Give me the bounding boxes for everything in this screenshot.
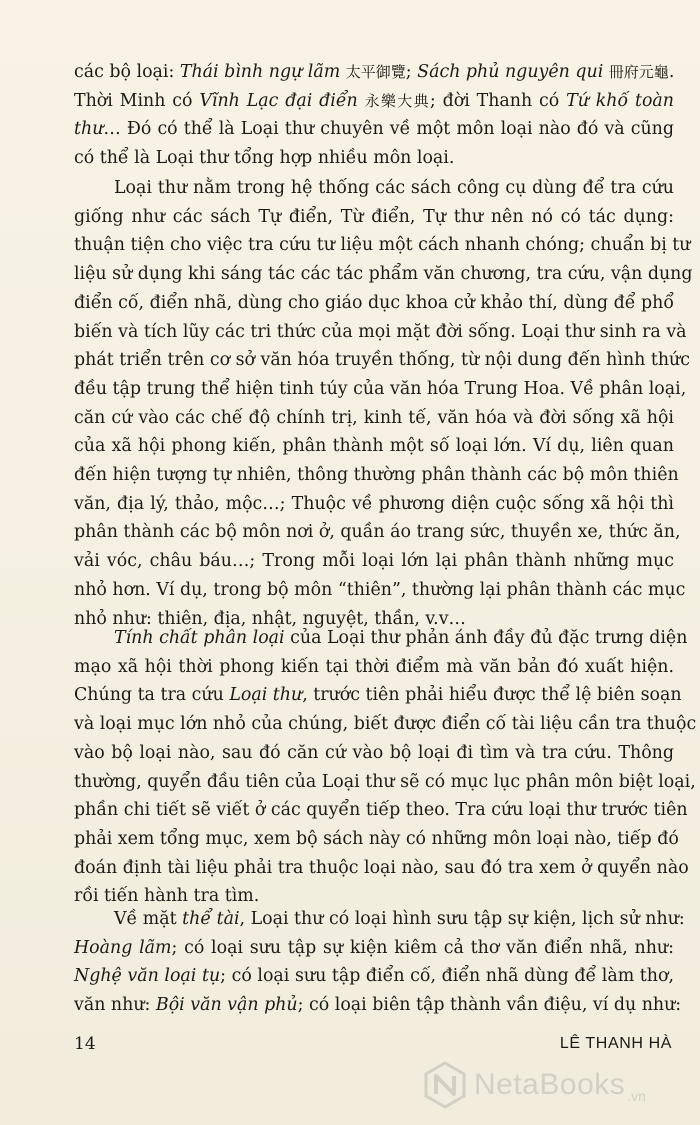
- book-title: thư: [74, 119, 104, 140]
- chinese-title: 冊府元龜: [608, 63, 669, 81]
- text-line: mạo xã hội thời phong kiến tại thời điểm mà văn bản đó xuất hiện.: [74, 656, 674, 677]
- text-line: điển cố, điển nhã, dùng cho giáo dục khoa cử khảo thí, dùng để phổ: [74, 292, 674, 313]
- text-run: văn như:: [74, 995, 156, 1016]
- text-line: thường, quyển đầu tiên của Loại thư sẽ có mục lục phân môn biệt loại,: [74, 771, 696, 792]
- text-line: vào bộ loại nào, sau đó căn cứ vào bộ loại đi tìm và tra cứu. Thông: [74, 742, 674, 763]
- text-run: ;: [405, 62, 418, 82]
- text-line: liệu sử dụng khi sáng tác các tác phẩm văn chương, tra cứu, vận dụng: [74, 264, 693, 285]
- text-line: nhỏ hơn. Ví dụ, trong bộ môn “thiên”, thường lại phân thành các mục: [74, 579, 686, 600]
- running-footer-author: LÊ THANH HÀ: [559, 1035, 672, 1052]
- text-line: [74, 681, 682, 710]
- text-line: căn cứ vào các chế độ chính trị, kinh tế, văn hóa và đời sống xã hội: [74, 407, 674, 428]
- text-line: đến hiện tượng tự nhiên, thông thường phân thành các bộ môn thiên: [74, 465, 679, 486]
- text-run: ; đời Thanh có: [429, 90, 567, 111]
- text-line: [74, 905, 685, 934]
- text-run: của Loại thư phản ánh đầy đủ đặc trưng diện: [284, 628, 688, 648]
- book-title: Vĩnh Lạc đại điển: [199, 90, 358, 111]
- text-line: đoán định tài liệu phải tra thuộc loại nào, sau đó tra xem ở quyển nào: [74, 857, 689, 878]
- watermark-brand: NetaBooks: [474, 1068, 626, 1101]
- text-run: ; có loại sưu tập sự kiện kiêm cả thơ văn điển nhã, như:: [171, 937, 674, 958]
- text-line: và loại mục lớn nhỏ của chúng, biết được điển cố tài liệu cần tra thuộc: [74, 714, 697, 735]
- text-line: vải vóc, châu báu…; Trong mỗi loại lớn lại phân thành những mục: [74, 551, 674, 572]
- text-line: giống như các sách Tự điển, Từ điển, Tự thư nên nó có tác dụng:: [74, 206, 674, 227]
- emphasis-term: Tính chất phân loại: [114, 628, 285, 648]
- book-title: Nghệ văn loại tụ: [74, 966, 221, 987]
- book-title: Sách phủ nguyên qui: [417, 62, 604, 82]
- paragraph: [74, 174, 693, 633]
- text-line: [74, 115, 674, 144]
- text-line: có thể là Loại thư tổng hợp nhiều môn loại.: [74, 148, 455, 169]
- text-line: [74, 991, 682, 1020]
- chinese-title: 太平御覽: [345, 63, 406, 81]
- text-run: Về mặt: [114, 909, 183, 929]
- text-line: biến và tích lũy các tri thức của mọi mặt đời sống. Loại thư sinh ra và: [74, 321, 687, 342]
- text-line: phát triển trên cơ sở văn hóa truyền thống, từ nội dung đến hình thức: [74, 350, 691, 371]
- watermark-suffix: .vn: [627, 1088, 646, 1104]
- text-run: , trước tiên phải hiểu được thể lệ biên soạn: [302, 685, 682, 706]
- text-run: , Loại thư có loại hình sưu tập sự kiện, lịch sử như:: [239, 909, 685, 929]
- text-line: phần chi tiết sẽ viết ở các quyển tiếp theo. Tra cứu loại thư trước tiên: [74, 800, 688, 821]
- text-run: ; có loại sưu tập điển cố, điển nhã dùng để làm thơ,: [220, 966, 674, 987]
- page-number: 14: [74, 1034, 96, 1054]
- text-line: [74, 87, 674, 116]
- text-line: của xã hội phong kiến, phân thành một số loại lớn. Ví dụ, liên quan: [74, 436, 674, 457]
- text-run: Chúng ta tra cứu: [74, 685, 230, 706]
- text-line: phải xem tổng mục, xem bộ sách này có những môn loại nào, tiếp đó: [74, 828, 679, 849]
- text-line: [74, 962, 674, 991]
- text-run: ; có loại biên tập thành vần điệu, ví dụ như:: [297, 995, 682, 1016]
- book-title: Tứ khố toàn: [566, 90, 674, 111]
- text-run: Thời Minh có: [74, 90, 200, 111]
- paragraph: [74, 905, 685, 1020]
- book-title: Thái bình ngự lãm: [179, 62, 341, 82]
- text-line: phân thành các bộ môn nơi ở, quần áo trang sức, thuyền xe, thức ăn,: [74, 522, 681, 543]
- chinese-title: 永樂大典: [364, 91, 430, 110]
- text-line: [74, 624, 688, 653]
- text-line: nhỏ như: thiên, địa, nhật, nguyệt, thần, v.v…: [74, 608, 466, 629]
- emphasis-term: Loại thư: [229, 685, 303, 706]
- watermark: [420, 1060, 646, 1110]
- paragraph: [74, 624, 697, 911]
- text-line: thuận tiện cho việc tra cứu tư liệu một cách nhanh chóng; chuẩn bị tư: [74, 235, 691, 256]
- text-line: rồi tiến hành tra tìm.: [74, 886, 260, 907]
- text-run: … Đó có thể là Loại thư chuyên về một môn loại nào đó và cũng: [103, 119, 674, 140]
- text-line: [74, 934, 674, 963]
- paragraph-continuation: [74, 58, 674, 173]
- netabooks-logo-icon: [420, 1060, 470, 1110]
- emphasis-term: thể tài: [182, 909, 240, 929]
- text-line: Loại thư nằm trong hệ thống các sách công cụ dùng để tra cứu: [114, 178, 674, 198]
- text-run: các bộ loại:: [74, 62, 180, 82]
- book-title: Bội văn vận phủ: [155, 995, 298, 1016]
- text-line: đều tập trung thể hiện tinh túy của văn hóa Trung Hoa. Về phân loại,: [74, 378, 687, 399]
- text-run: .: [668, 62, 675, 82]
- text-line: [74, 58, 674, 87]
- book-title: Hoàng lãm: [74, 937, 172, 958]
- text-line: văn, địa lý, thảo, mộc…; Thuộc về phương diện cuộc sống xã hội thì: [74, 493, 674, 514]
